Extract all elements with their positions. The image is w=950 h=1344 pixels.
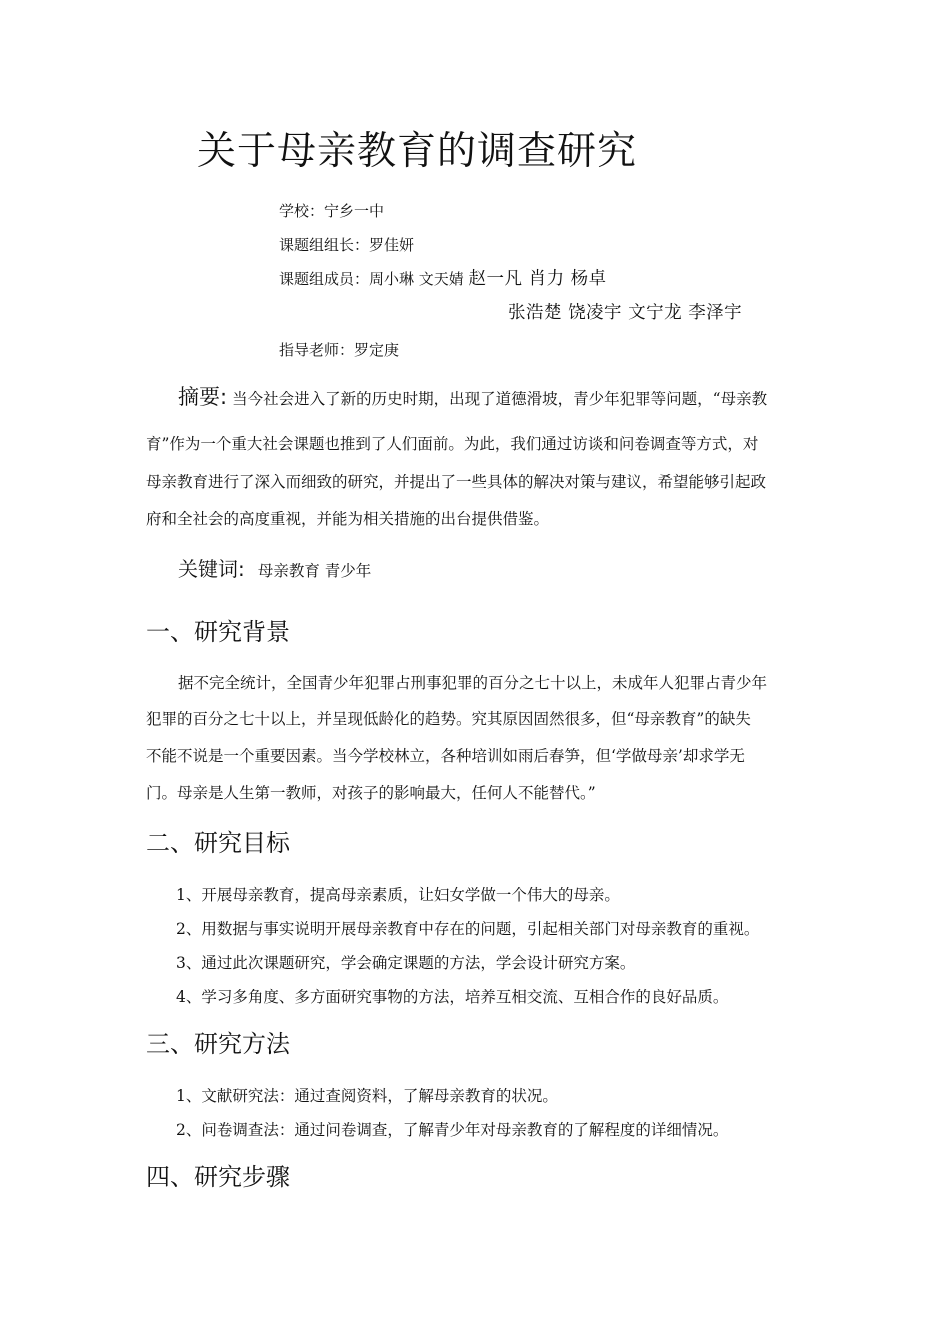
keywords-line	[178, 553, 371, 582]
abstract-line-1: 当今社会进入了新的历史时期，出现了道德滑坡，青少年犯罪等问题，“母亲教	[232, 390, 768, 408]
goals-item-1: 1、开展母亲教育，提高母亲素质，让妇女学做一个伟大的母亲。	[176, 886, 620, 904]
methods-item-2: 2、问卷调查法：通过问卷调查，了解青少年对母亲教育的了解程度的详细情况。	[176, 1121, 729, 1139]
section-heading-background: 一、研究背景	[146, 618, 290, 646]
abstract-line-4: 府和全社会的高度重视，并能为相关措施的出台提供借鉴。	[146, 510, 550, 528]
keywords-value: 母亲教育 青少年	[257, 562, 372, 580]
background-line-4: 门。母亲是人生第一教师，对孩子的影响最大，任何人不能替代。”	[146, 784, 596, 802]
abstract-first-line	[178, 381, 767, 411]
background-line-1: 据不完全统计，全国青少年犯罪占刑事犯罪的百分之七十以上，未成年人犯罪占青少年	[178, 674, 768, 692]
group-members-label: 课题组成员：周小琳 文天婧	[279, 270, 469, 288]
background-line-2: 犯罪的百分之七十以上，并呈现低龄化的趋势。究其原因固然很多，但“母亲教育”的缺失	[146, 710, 751, 728]
background-line-3: 不能不说是一个重要因素。当今学校林立，各种培训如雨后春笋，但‘学做母亲’却求学无	[146, 747, 745, 765]
section-heading-goals: 二、研究目标	[146, 829, 290, 857]
keywords-label: 关键词:	[178, 557, 245, 581]
document-title: 关于母亲教育的调查研究	[197, 129, 638, 174]
goals-item-3: 3、通过此次课题研究，学会确定课题的方法，学会设计研究方案。	[176, 954, 636, 972]
group-members-continued: 张浩楚 饶凌宇 文宁龙 李泽宇	[508, 303, 743, 323]
group-members-strong-1: 赵一凡 肖力 杨卓	[468, 269, 607, 289]
abstract-heading: 摘要:	[178, 385, 228, 409]
section-heading-methods: 三、研究方法	[146, 1030, 290, 1058]
advisor-line: 指导老师：罗定庚	[279, 341, 400, 359]
group-leader-line: 课题组组长：罗佳妍	[279, 236, 415, 254]
group-members-line	[279, 268, 607, 290]
abstract-line-2: 育”作为一个重大社会课题也推到了人们面前。为此，我们通过访谈和问卷调查等方式，对	[146, 435, 759, 453]
abstract-line-3: 母亲教育进行了深入而细致的研究，并提出了一些具体的解决对策与建议，希望能够引起政	[146, 473, 767, 491]
goals-item-2: 2、用数据与事实说明开展母亲教育中存在的问题，引起相关部门对母亲教育的重视。	[176, 920, 760, 938]
school-line: 学校：宁乡一中	[279, 202, 385, 220]
section-heading-steps: 四、研究步骤	[146, 1163, 290, 1191]
goals-item-4: 4、学习多角度、多方面研究事物的方法，培养互相交流、互相合作的良好品质。	[176, 988, 729, 1006]
methods-item-1: 1、文献研究法：通过查阅资料，了解母亲教育的状况。	[176, 1087, 558, 1105]
